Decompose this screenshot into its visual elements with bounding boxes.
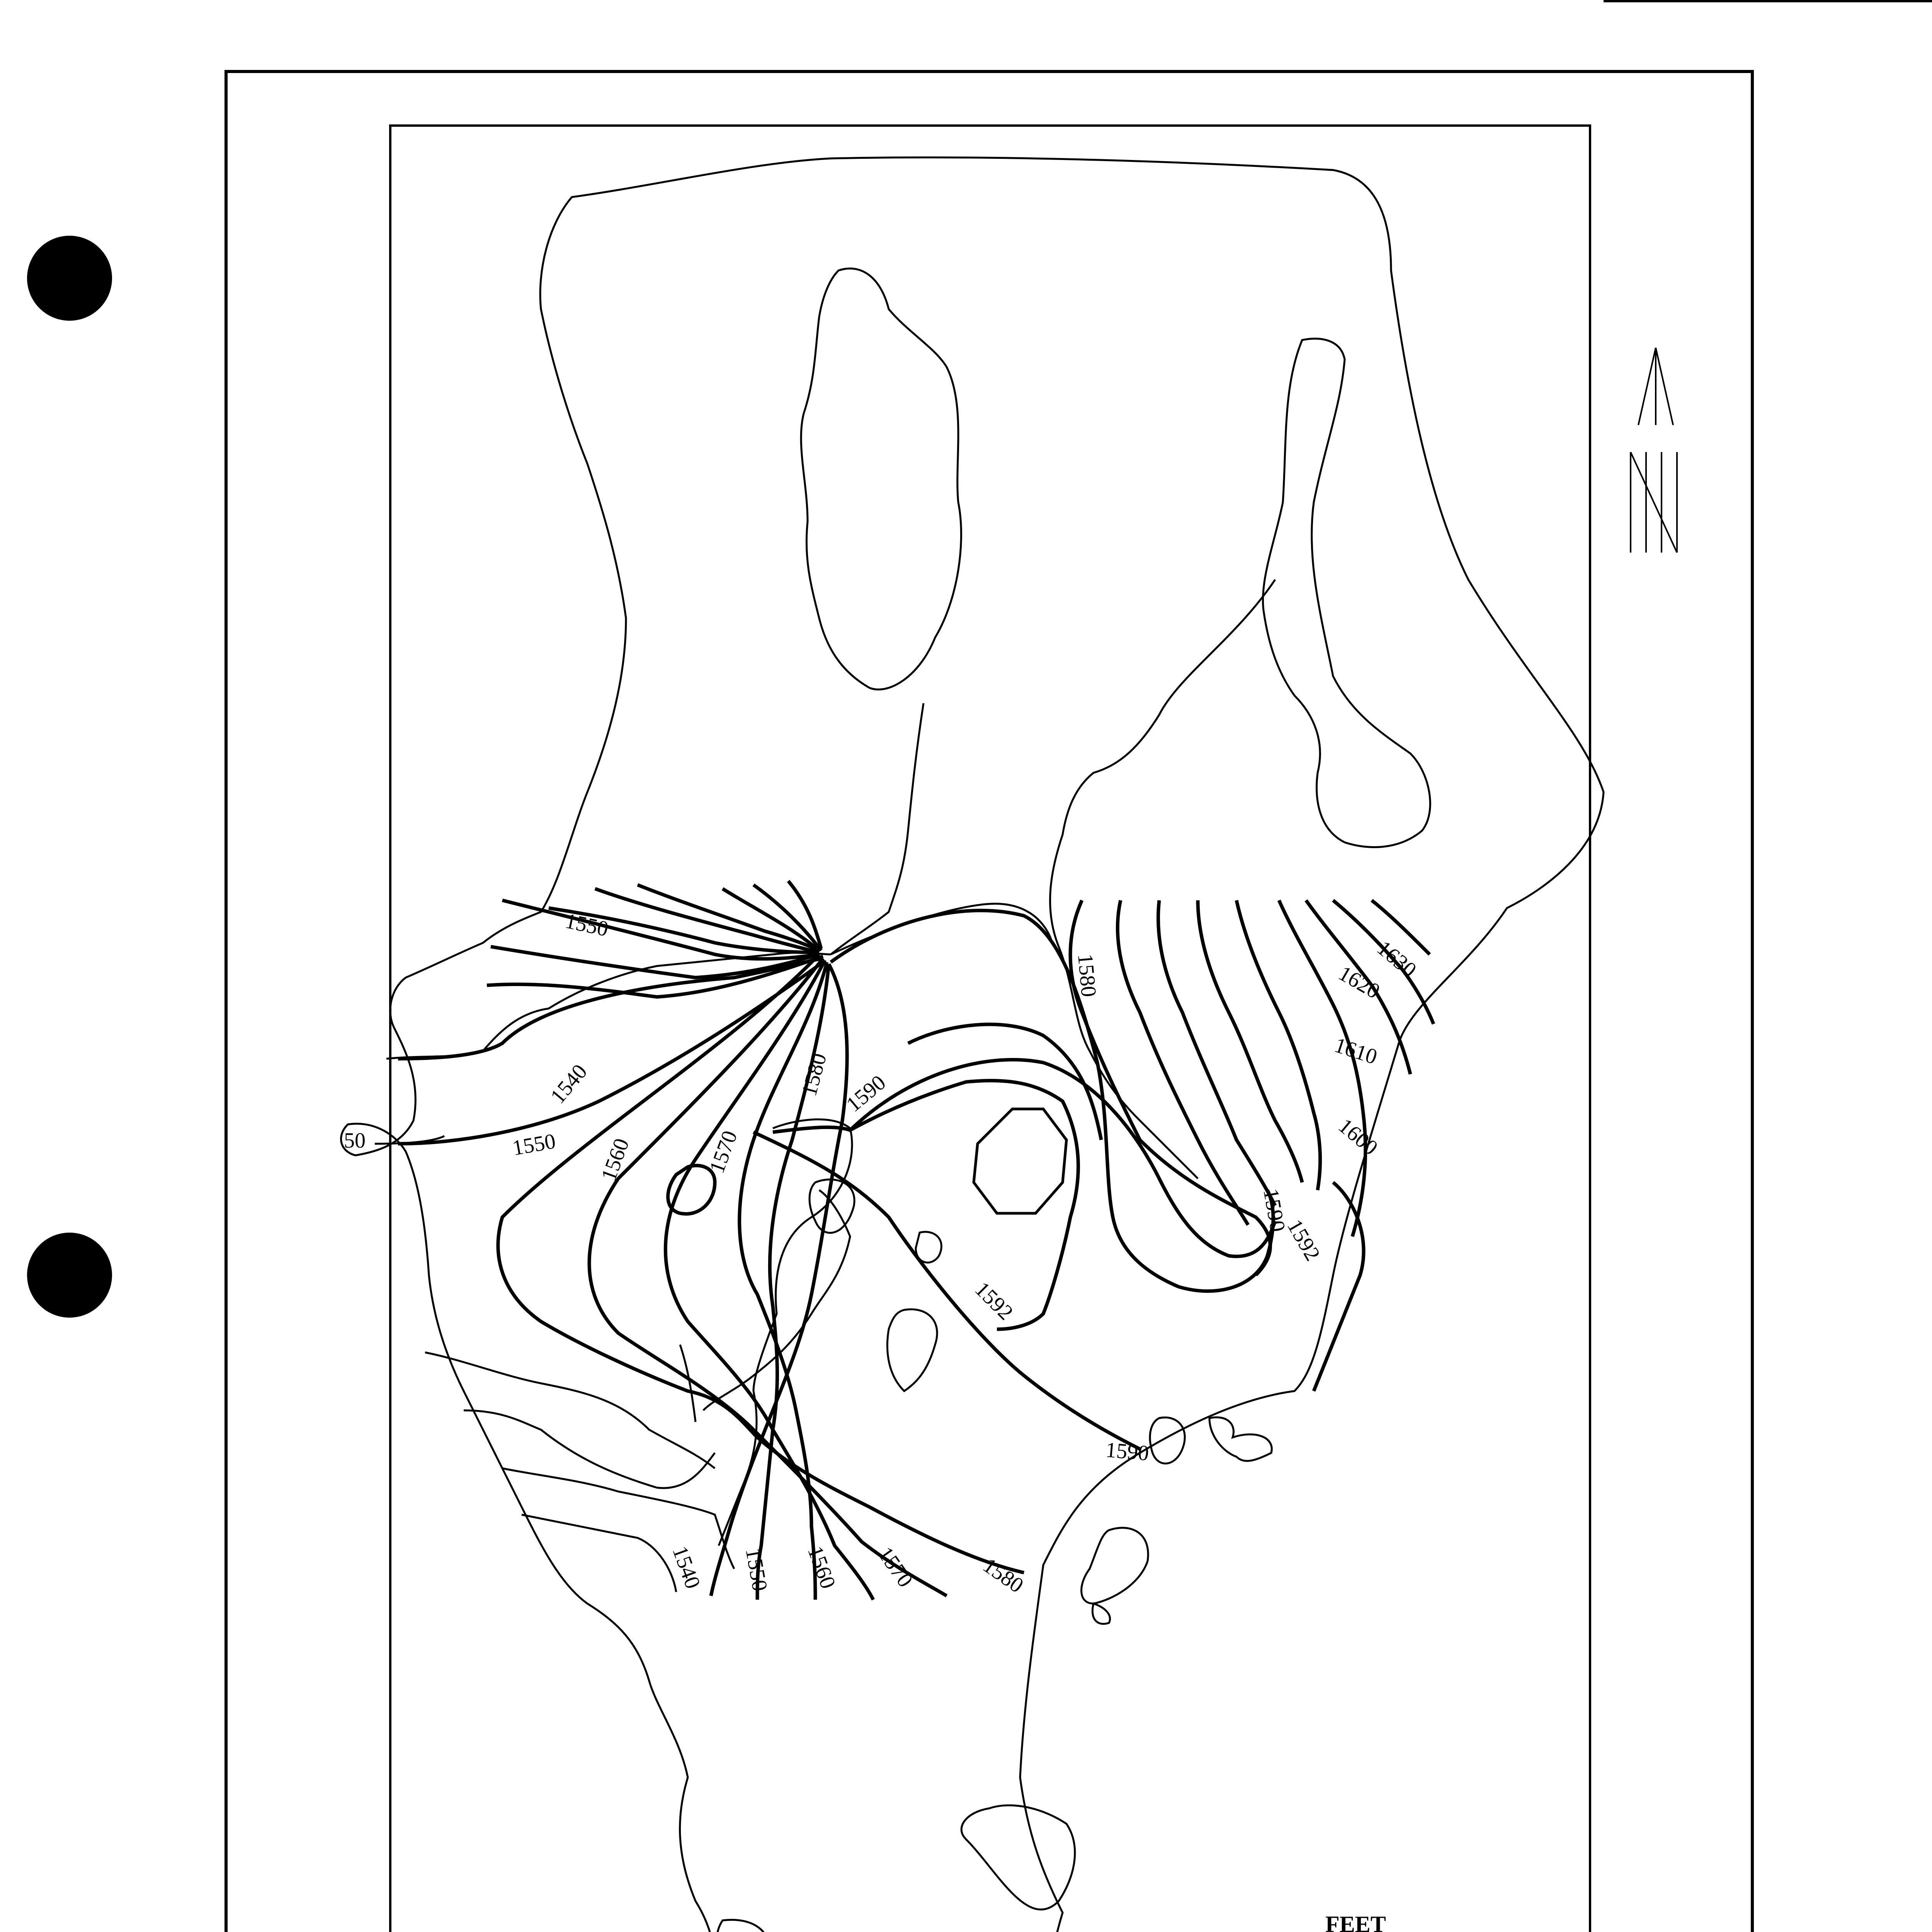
contour-label: 1590 [842, 1070, 891, 1117]
contour-label: 1540 [546, 1060, 592, 1109]
contour-label: 50 [344, 1129, 366, 1153]
stream-channel [753, 1119, 852, 1391]
contour-label: 1570 [873, 1542, 918, 1592]
contour-label: 1580 [797, 1051, 832, 1099]
sheet-border [226, 71, 1752, 1932]
stream-channel [831, 904, 1051, 954]
stream-channel [1050, 580, 1275, 1179]
map-frame [390, 126, 1590, 1932]
scale-bar-unit: FEET [1325, 1912, 1386, 1932]
contour-label: 1590 [1259, 1187, 1290, 1234]
east-lake [1263, 339, 1430, 847]
contour-label: 1560 [596, 1135, 634, 1184]
small-lake [887, 1309, 937, 1391]
model-boundary [341, 157, 1604, 1932]
contour-label: 1540 [667, 1543, 705, 1592]
contour-label: 1580 [978, 1553, 1028, 1598]
contour-label: 1630 [1372, 936, 1421, 982]
contour-label: 1550 [563, 909, 611, 942]
small-lake [1092, 1604, 1110, 1624]
contour-label: 1550 [510, 1129, 558, 1160]
contour-label: 1560 [803, 1543, 840, 1592]
small-lake [1082, 1528, 1148, 1604]
stream-channel [831, 703, 923, 954]
contour-label: 1600 [1333, 1114, 1383, 1160]
small-lake [1150, 1417, 1185, 1463]
small-lake [1209, 1417, 1272, 1461]
stream-channel [522, 1515, 676, 1592]
contour-label: 1592 [970, 1277, 1018, 1325]
contour-label: 1550 [741, 1546, 772, 1593]
contour-label: 1592 [1282, 1215, 1325, 1265]
north-arrow [1631, 348, 1677, 553]
contour-label: 1590 [1104, 1438, 1150, 1466]
small-lake [717, 1920, 769, 1932]
stream-channel [464, 1410, 715, 1488]
contour-lines [398, 881, 1434, 1600]
mine-site-outline [974, 1109, 1066, 1213]
contour-label: 1570 [704, 1127, 742, 1177]
contour-label: 1620 [1334, 961, 1384, 1004]
contour-label: 1610 [1331, 1033, 1380, 1069]
contour-labels [344, 909, 1421, 1598]
contour-label: 1580 [1073, 952, 1101, 998]
north-lake [801, 269, 961, 689]
small-lake [961, 1805, 1075, 1910]
